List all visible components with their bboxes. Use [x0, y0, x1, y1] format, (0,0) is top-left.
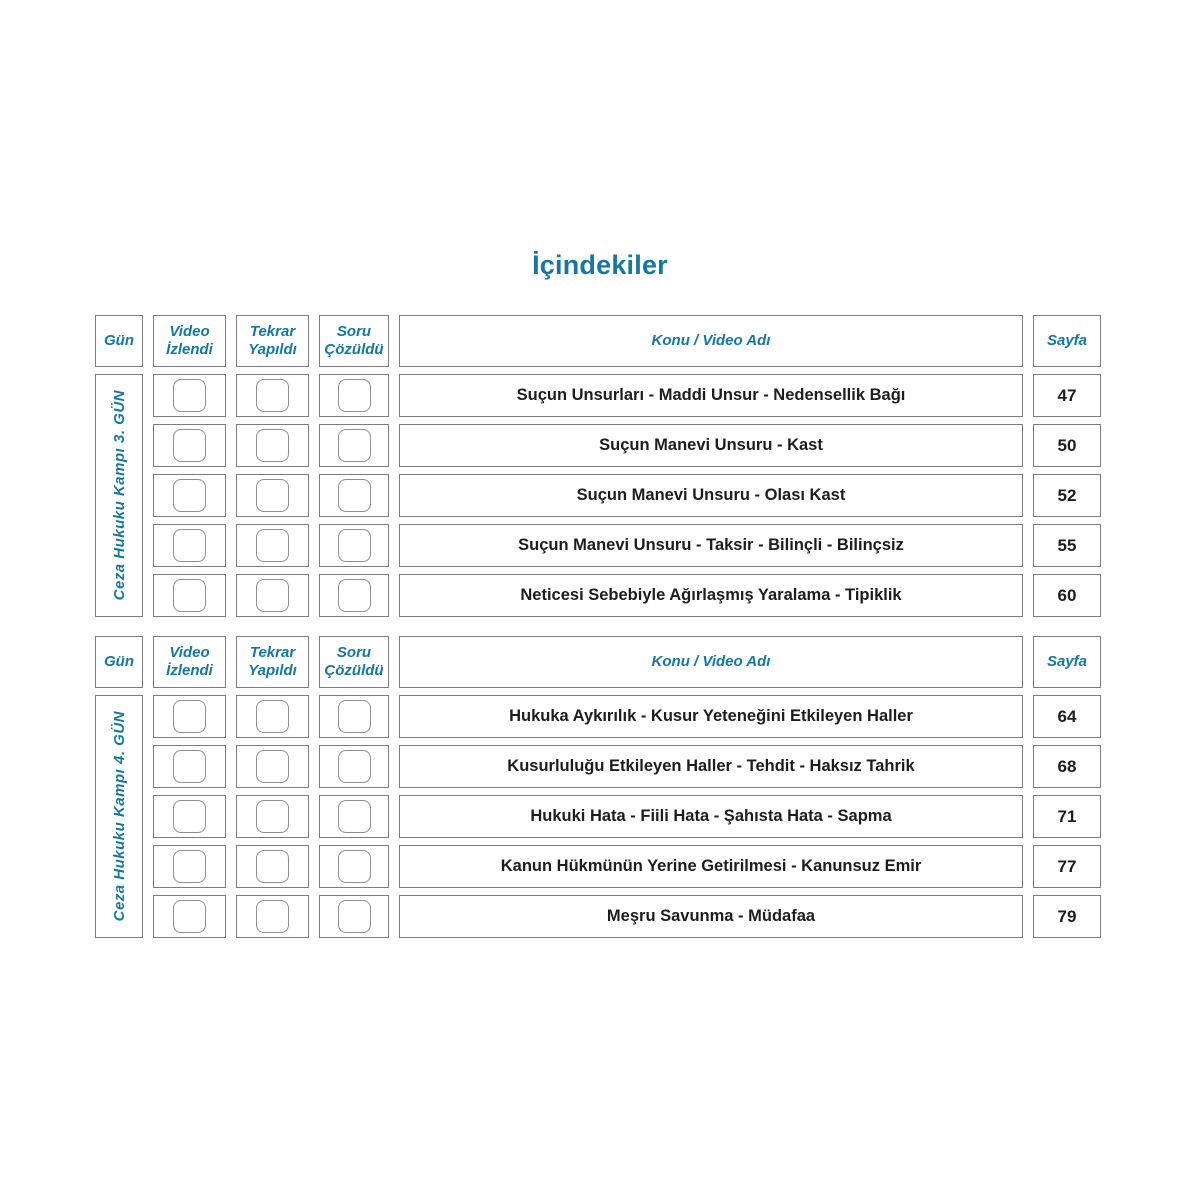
tekrar-yapildi-checkbox-cell [236, 845, 309, 888]
soru-cozuldu-checkbox-cell [319, 424, 389, 467]
tekrar-yapildi-checkbox-cell [236, 374, 309, 417]
tekrar-yapildi-checkbox[interactable] [256, 900, 289, 933]
video-izlendi-checkbox-cell [153, 845, 226, 888]
soru-cozuldu-checkbox[interactable] [338, 529, 371, 562]
col-header-sayfa: Sayfa [1033, 315, 1101, 367]
tekrar-yapildi-checkbox[interactable] [256, 800, 289, 833]
topic-cell: Suçun Manevi Unsuru - Taksir - Bilinçli - Bilinçsiz [399, 524, 1023, 567]
page-title: İçindekiler [532, 250, 668, 280]
topic-cell: Neticesi Sebebiyle Ağırlaşmış Yaralama - Tipiklik [399, 574, 1023, 617]
topic-cell: Suçun Unsurları - Maddi Unsur - Nedensellik Bağı [399, 374, 1023, 417]
video-izlendi-checkbox-cell [153, 695, 226, 738]
tekrar-yapildi-checkbox-cell [236, 745, 309, 788]
day-label: Ceza Hukuku Kampı 4. GÜN [110, 711, 128, 922]
video-izlendi-checkbox[interactable] [173, 850, 206, 883]
tekrar-yapildi-checkbox-cell [236, 524, 309, 567]
col-header-video-izlendi: Video İzlendi [153, 315, 226, 367]
page-number-cell: 60 [1033, 574, 1101, 617]
video-izlendi-checkbox[interactable] [173, 429, 206, 462]
video-izlendi-checkbox[interactable] [173, 750, 206, 783]
topic-cell: Kusurluluğu Etkileyen Haller - Tehdit - Haksız Tahrik [399, 745, 1023, 788]
video-izlendi-checkbox[interactable] [173, 700, 206, 733]
video-izlendi-checkbox[interactable] [173, 529, 206, 562]
col-header-video-izlendi: Video İzlendi [153, 636, 226, 688]
col-header-sayfa: Sayfa [1033, 636, 1101, 688]
toc-table-day3 [95, 315, 1101, 617]
tekrar-yapildi-checkbox[interactable] [256, 700, 289, 733]
toc-table-day4 [95, 636, 1101, 938]
topic-cell: Hukuki Hata - Fiili Hata - Şahısta Hata - Sapma [399, 795, 1023, 838]
soru-cozuldu-checkbox[interactable] [338, 800, 371, 833]
soru-cozuldu-checkbox[interactable] [338, 900, 371, 933]
soru-cozuldu-checkbox-cell [319, 795, 389, 838]
page-number-cell: 68 [1033, 745, 1101, 788]
soru-cozuldu-checkbox-cell [319, 745, 389, 788]
col-header-soru-cozuldu: Soru Çözüldü [319, 636, 389, 688]
col-header-tekrar-yapildi: Tekrar Yapıldı [236, 636, 309, 688]
video-izlendi-checkbox-cell [153, 474, 226, 517]
col-header-konu-video-adi: Konu / Video Adı [399, 636, 1023, 688]
page-number-cell: 71 [1033, 795, 1101, 838]
topic-cell: Kanun Hükmünün Yerine Getirilmesi - Kanunsuz Emir [399, 845, 1023, 888]
video-izlendi-checkbox-cell [153, 524, 226, 567]
soru-cozuldu-checkbox-cell [319, 895, 389, 938]
day-label-cell [95, 374, 143, 617]
tekrar-yapildi-checkbox-cell [236, 795, 309, 838]
soru-cozuldu-checkbox[interactable] [338, 379, 371, 412]
video-izlendi-checkbox-cell [153, 374, 226, 417]
topic-cell: Meşru Savunma - Müdafaa [399, 895, 1023, 938]
tekrar-yapildi-checkbox[interactable] [256, 529, 289, 562]
page-number-cell: 47 [1033, 374, 1101, 417]
topic-cell: Suçun Manevi Unsuru - Olası Kast [399, 474, 1023, 517]
soru-cozuldu-checkbox[interactable] [338, 579, 371, 612]
col-header-konu-video-adi: Konu / Video Adı [399, 315, 1023, 367]
day-label-cell [95, 695, 143, 938]
soru-cozuldu-checkbox-cell [319, 374, 389, 417]
video-izlendi-checkbox-cell [153, 424, 226, 467]
tekrar-yapildi-checkbox-cell [236, 474, 309, 517]
soru-cozuldu-checkbox[interactable] [338, 479, 371, 512]
tekrar-yapildi-checkbox[interactable] [256, 579, 289, 612]
soru-cozuldu-checkbox[interactable] [338, 700, 371, 733]
soru-cozuldu-checkbox-cell [319, 524, 389, 567]
soru-cozuldu-checkbox[interactable] [338, 750, 371, 783]
topic-cell: Hukuka Aykırılık - Kusur Yeteneğini Etkileyen Haller [399, 695, 1023, 738]
tekrar-yapildi-checkbox[interactable] [256, 379, 289, 412]
tekrar-yapildi-checkbox[interactable] [256, 850, 289, 883]
topic-cell: Suçun Manevi Unsuru - Kast [399, 424, 1023, 467]
video-izlendi-checkbox-cell [153, 745, 226, 788]
tekrar-yapildi-checkbox-cell [236, 895, 309, 938]
page-number-cell: 64 [1033, 695, 1101, 738]
col-header-soru-cozuldu: Soru Çözüldü [319, 315, 389, 367]
tekrar-yapildi-checkbox-cell [236, 424, 309, 467]
video-izlendi-checkbox[interactable] [173, 379, 206, 412]
video-izlendi-checkbox[interactable] [173, 579, 206, 612]
page-number-cell: 77 [1033, 845, 1101, 888]
tekrar-yapildi-checkbox[interactable] [256, 429, 289, 462]
video-izlendi-checkbox[interactable] [173, 900, 206, 933]
page-number-cell: 52 [1033, 474, 1101, 517]
page-number-cell: 55 [1033, 524, 1101, 567]
soru-cozuldu-checkbox-cell [319, 474, 389, 517]
tekrar-yapildi-checkbox[interactable] [256, 479, 289, 512]
video-izlendi-checkbox[interactable] [173, 479, 206, 512]
day-label: Ceza Hukuku Kampı 3. GÜN [110, 390, 128, 601]
tekrar-yapildi-checkbox-cell [236, 574, 309, 617]
tekrar-yapildi-checkbox-cell [236, 695, 309, 738]
soru-cozuldu-checkbox-cell [319, 845, 389, 888]
soru-cozuldu-checkbox-cell [319, 695, 389, 738]
col-header-gun: Gün [95, 636, 143, 688]
col-header-tekrar-yapildi: Tekrar Yapıldı [236, 315, 309, 367]
soru-cozuldu-checkbox-cell [319, 574, 389, 617]
page-number-cell: 50 [1033, 424, 1101, 467]
video-izlendi-checkbox-cell [153, 895, 226, 938]
video-izlendi-checkbox-cell [153, 795, 226, 838]
soru-cozuldu-checkbox[interactable] [338, 850, 371, 883]
page-number-cell: 79 [1033, 895, 1101, 938]
soru-cozuldu-checkbox[interactable] [338, 429, 371, 462]
video-izlendi-checkbox[interactable] [173, 800, 206, 833]
tekrar-yapildi-checkbox[interactable] [256, 750, 289, 783]
col-header-gun: Gün [95, 315, 143, 367]
video-izlendi-checkbox-cell [153, 574, 226, 617]
